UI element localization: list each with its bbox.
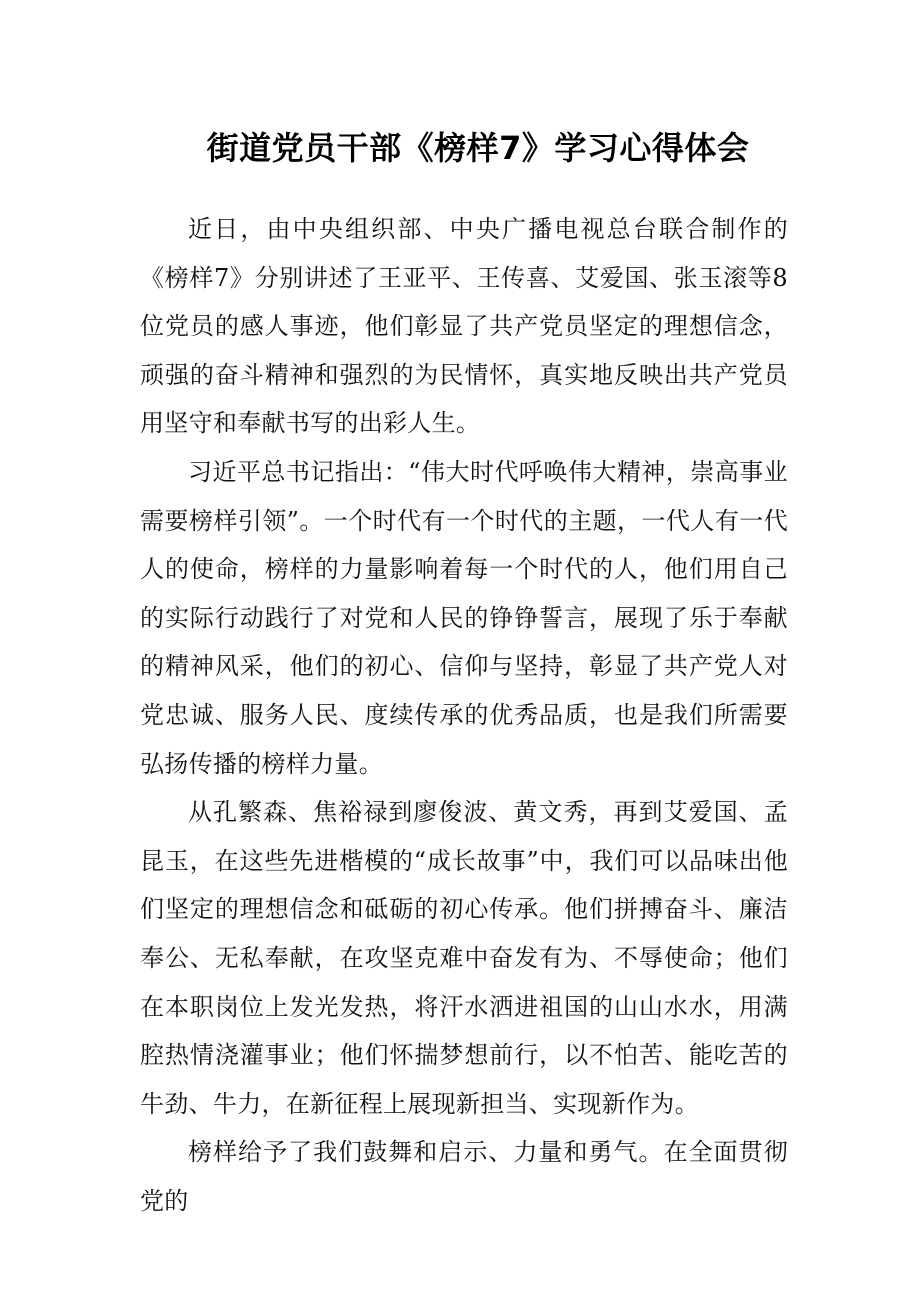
document-title: 街道党员干部《榜样7》学习心得体会 xyxy=(206,129,750,167)
paragraph-4: 榜样给予了我们鼓舞和启示、力量和勇气。在全面贯彻党的 xyxy=(140,1138,788,1215)
paragraph-3: 从孔繁森、焦裕禄到廖俊波、黄文秀，再到艾爱国、孟昆玉，在这些先进楷模的“成长故事”中，我们可以品味出他们坚定的理想信念和砥砺的初心传承。他们拼搏奋斗、廉洁奉公、无私奉献，在攻坚克难中奋发有为、不辱使命；他们在本职岗位上发光发热，将汗水洒进祖国的山山水水，用满腔热情浇灌事业；他们怀揣梦想前行，以不怕苦、能吃苦的牛劲、牛力，在新征程上展现新担当、实现新作为。 xyxy=(140,798,788,1118)
document-body xyxy=(140,205,788,1225)
paragraph-1: 近日，由中央组织部、中央广播电视总台联合制作的《榜样7》分别讲述了王亚平、王传喜、艾爱国、张玉滚等8位党员的感人事迹，他们彰显了共产党员坚定的理想信念，顽强的奋斗精神和强烈的为民情怀，真实地反映出共产党员用坚守和奉献书写的出彩人生。 xyxy=(140,215,788,438)
paragraph-2: 习近平总书记指出：“伟大时代呼唤伟大精神，崇高事业需要榜样引领”。一个时代有一个时代的主题，一代人有一代人的使命，榜样的力量影响着每一个时代的人，他们用自己的实际行动践行了对党和人民的铮铮誓言，展现了乐于奉献的精神风采，他们的初心、信仰与坚持，彰显了共产党人对党忠诚、服务人民、度续传承的优秀品质，也是我们所需要弘扬传播的榜样力量。 xyxy=(140,457,788,778)
